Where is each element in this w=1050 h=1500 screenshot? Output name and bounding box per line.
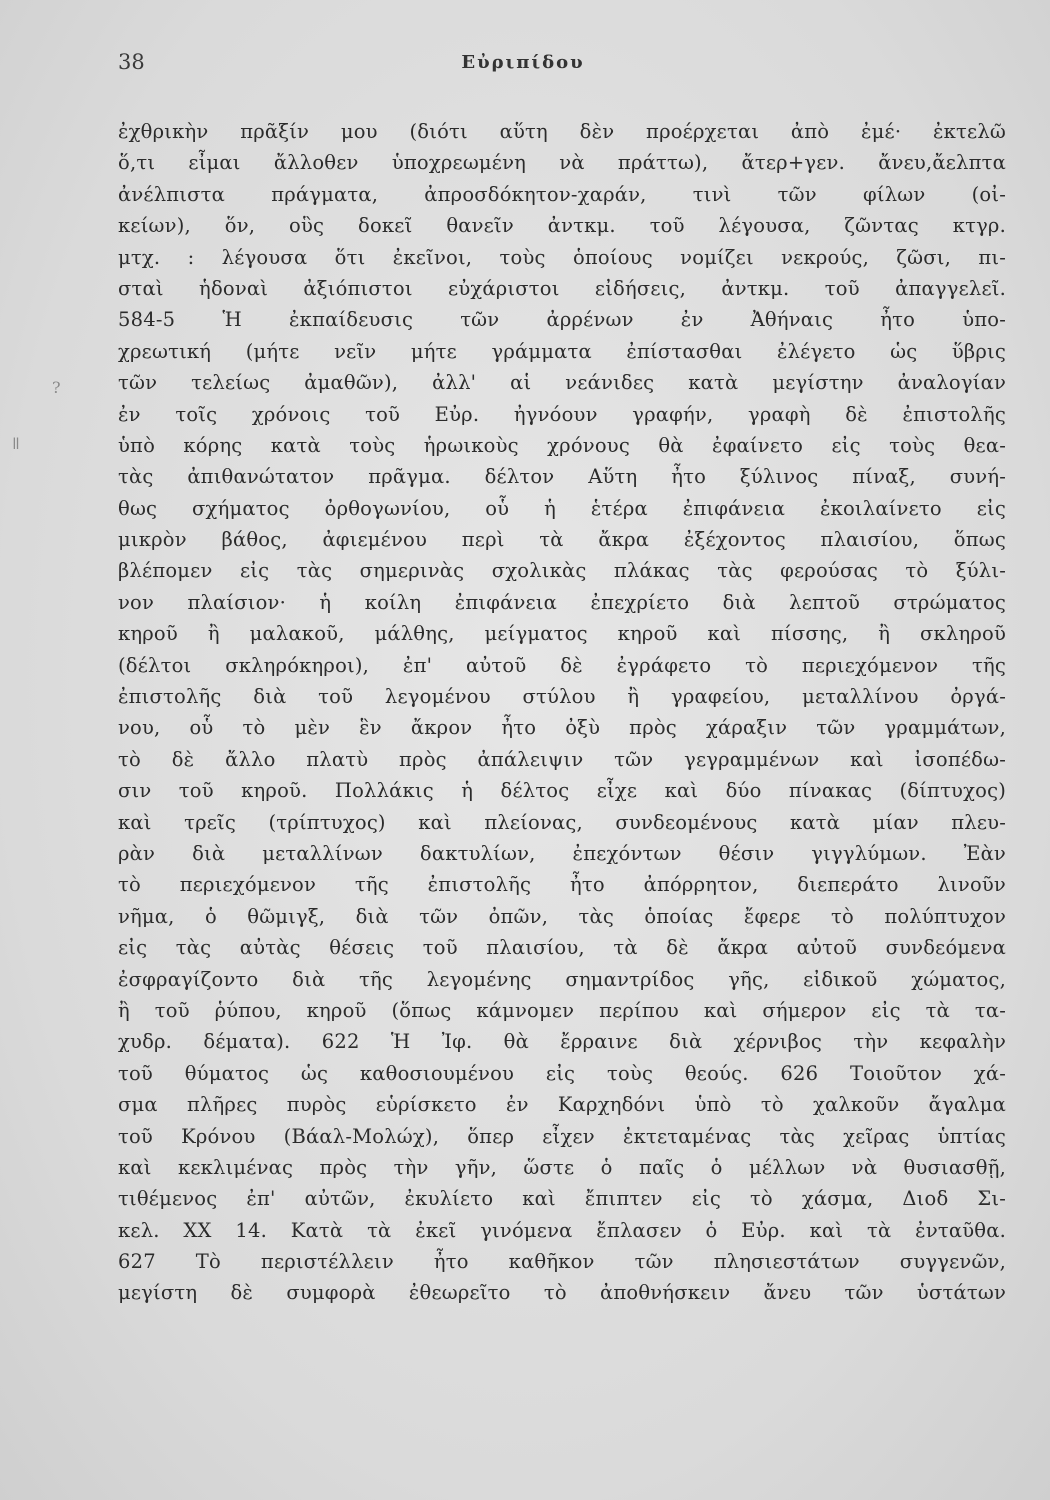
text-line: τῶν τελείως ἀμαθῶν), ἀλλ' αἱ νεάνιδες κατὰ μεγίστην ἀναλογίαν [118, 371, 1006, 395]
text-line: καὶ κεκλιμένας πρὸς τὴν γῆν, ὥστε ὁ παῖς ὁ μέλλων νὰ θυσιασθῇ, [118, 1155, 1006, 1179]
text-line: μτχ. : λέγουσα ὅτι ἐκεῖνοι, τοὺς ὁποίους νομίζει νεκρούς, ζῶσι, πι- [118, 245, 1006, 269]
text-line: ἐχθρικὴν πρᾶξίν μου (διότι αὕτη δὲν προέρχεται ἀπὸ ἐμέ· ἐκτελῶ [118, 120, 1006, 143]
text-line: χρεωτική (μήτε νεῖν μήτε γράμματα ἐπίστασθαι ἐλέγετο ὡς ὕβρις [118, 339, 1006, 363]
text-line: τὰς ἀπιθανώτατον πρᾶγμα. δέλτον Αὕτη ἦτο ξύλινος πίναξ, συνή- [118, 465, 1006, 489]
text-line: τὸ περιεχόμενον τῆς ἐπιστολῆς ἦτο ἀπόρρητον, διεπεράτο λινοῦν [118, 873, 1006, 897]
text-line: εἰς τὰς αὐτὰς θέσεις τοῦ πλαισίου, τὰ δὲ ἄκρα αὐτοῦ συνδεόμενα [118, 936, 1006, 960]
page-number: 38 [118, 50, 145, 74]
text-line: σταὶ ἡδοναὶ ἀξιόπιστοι εὐχάριστοι εἰδήσεις, ἀντκμ. τοῦ ἀπαγγελεῖ. [118, 276, 1006, 300]
text-line: τιθέμενος ἐπ' αὐτῶν, ἐκυλίετο καὶ ἔπιπτεν εἰς τὸ χάσμα, Διοδ Σι- [118, 1187, 1006, 1211]
running-title: Εὐριπίδου [461, 52, 585, 73]
text-line: 584-5 Ἡ ἐκπαίδευσις τῶν ἀρρένων ἐν Ἀθήναις ἦτο ὑπο- [118, 308, 1006, 332]
text-line: νον πλαίσιον· ἡ κοίλη ἐπιφάνεια ἐπεχρίετο διὰ λεπτοῦ στρώματος [118, 590, 1006, 614]
text-line: νῆμα, ὁ θῶμιγξ, διὰ τῶν ὀπῶν, τὰς ὁποίας ἔφερε τὸ πολύπτυχον [118, 904, 1006, 928]
text-line: κελ. XX 14. Κατὰ τὰ ἐκεῖ γινόμενα ἔπλασεν ὁ Εὐρ. καὶ τὰ ἐνταῦθα. [118, 1218, 1006, 1242]
text-line: καὶ τρεῖς (τρίπτυχος) καὶ πλείονας, συνδεομένους κατὰ μίαν πλευ- [118, 810, 1006, 834]
text-line: κείων), ὅν, οὓς δοκεῖ θανεῖν ἀντκμ. τοῦ λέγουσα, ζῶντας κτγρ. [118, 214, 1006, 238]
text-line: ἀνέλπιστα πράγματα, ἀπροσδόκητον-χαράν, τινὶ τῶν φίλων (οἰ- [118, 182, 1006, 206]
text-line: (δέλτοι σκληρόκηροι), ἐπ' αὐτοῦ δὲ ἐγράφετο τὸ περιεχόμενον τῆς [118, 653, 1006, 677]
text-line: βλέπομεν εἰς τὰς σημερινὰς σχολικὰς πλάκας τὰς φερούσας τὸ ξύλι- [118, 559, 1006, 583]
margin-pencil-mark: ǁ [12, 434, 20, 453]
text-line: 627 Τὸ περιστέλλειν ἦτο καθῆκον τῶν πλησιεστάτων συγγενῶν, [118, 1250, 1006, 1274]
text-line: ἐσφραγίζοντο διὰ τῆς λεγομένης σημαντρίδος γῆς, εἰδικοῦ χώματος, [118, 967, 1006, 991]
margin-pencil-mark: ? [52, 378, 61, 397]
text-line: θως σχήματος ὀρθογωνίου, οὗ ἡ ἑτέρα ἐπιφάνεια ἐκοιλαίνετο εἰς [118, 496, 1006, 520]
text-line: ἢ τοῦ ῥύπου, κηροῦ (ὅπως κάμνομεν περίπου καὶ σήμερον εἰς τὰ τα- [118, 998, 1006, 1022]
text-line: σμα πλῆρες πυρὸς εὑρίσκετο ἐν Καρχηδόνι ὑπὸ τὸ χαλκοῦν ἄγαλμα [118, 1093, 1006, 1117]
text-line: ρὰν διὰ μεταλλίνων δακτυλίων, ἐπεχόντων θέσιν γιγγλύμων. Ἐὰν [118, 841, 1006, 865]
page-header [118, 50, 928, 80]
text-line: τὸ δὲ ἄλλο πλατὺ πρὸς ἀπάλειψιν τῶν γεγραμμένων καὶ ἰσοπέδω- [118, 747, 1006, 771]
text-line: ἐν τοῖς χρόνοις τοῦ Εὐρ. ἠγνόουν γραφήν, γραφὴ δὲ ἐπιστολῆς [118, 402, 1006, 426]
text-line: σιν τοῦ κηροῦ. Πολλάκις ἡ δέλτος εἶχε καὶ δύο πίνακας (δίπτυχος) [118, 779, 1006, 803]
text-line: κηροῦ ἢ μαλακοῦ, μάλθης, μείγματος κηροῦ καὶ πίσσης, ἢ σκληροῦ [118, 622, 1006, 646]
text-line: μικρὸν βάθος, ἀφιεμένου περὶ τὰ ἄκρα ἐξέχοντος πλαισίου, ὅπως [118, 528, 1006, 552]
text-line: ὑπὸ κόρης κατὰ τοὺς ἡρωικοὺς χρόνους θὰ ἐφαίνετο εἰς τοὺς θεα- [118, 433, 1006, 457]
text-line: νου, οὗ τὸ μὲν ἓν ἄκρον ἦτο ὀξὺ πρὸς χάραξιν τῶν γραμμάτων, [118, 716, 1006, 740]
text-line: ἐπιστολῆς διὰ τοῦ λεγομένου στύλου ἢ γραφείου, μεταλλίνου ὀργά- [118, 685, 1006, 709]
text-line: ὅ,τι εἶμαι ἄλλοθεν ὑποχρεωμένη νὰ πράττω), ἄτερ+γεν. ἄνευ,ἄελπτα [118, 151, 1006, 175]
text-line: μεγίστη δὲ συμφορὰ ἐθεωρεῖτο τὸ ἀποθνήσκειν ἄνευ τῶν ὑστάτων [118, 1281, 1006, 1305]
commentary-text [118, 116, 1006, 1309]
text-line: χυδρ. δέματα). 622 Ἡ Ἰφ. θὰ ἔρραινε διὰ χέρνιβος τὴν κεφαλὴν [118, 1030, 1006, 1054]
text-line: τοῦ Κρόνου (Βάαλ-Μολώχ), ὅπερ εἶχεν ἐκτεταμένας τὰς χεῖρας ὑπτίας [118, 1124, 1006, 1148]
text-line: τοῦ θύματος ὡς καθοσιουμένου εἰς τοὺς θεούς. 626 Τοιοῦτον χά- [118, 1061, 1006, 1085]
